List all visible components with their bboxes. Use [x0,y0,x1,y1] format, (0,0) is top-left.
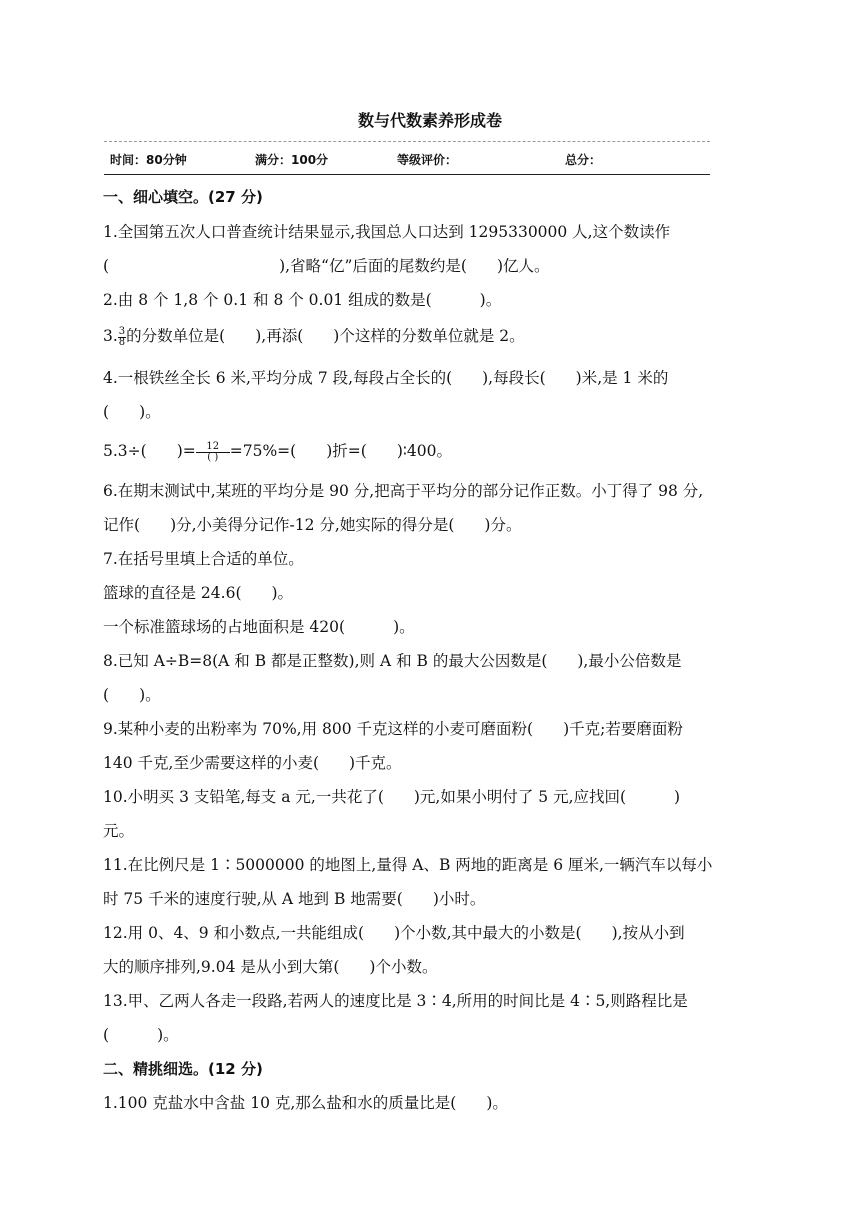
question-13-line-2 [103,1025,179,1045]
question-9-line-1 [103,719,683,739]
page-title: 数与代数素养形成卷 [357,111,502,130]
question-11-line-2 [103,889,485,909]
q7-text: 篮球的直径是 24.6( [103,584,242,602]
question-12-line-2 [103,957,437,977]
q12-text: )个小数。 [369,958,438,976]
q8-text: 8.已知 A÷B=8(A 和 B 都是正整数),则 A 和 B 的最大公因数是( [103,652,548,670]
q1-text: )亿人。 [496,257,550,275]
q10-text: )元,如果小明付了 5 元,应找回( [413,788,627,806]
q4-text: )。 [139,403,161,421]
q8-text: ( [103,686,110,704]
question-4-line-1 [103,368,668,388]
q3-text: )个这样的分数单位就是 2。 [333,327,525,345]
q6-text: 记作( [103,516,141,534]
fraction [118,327,126,348]
question-11-line-1: 11.在比例尺是 1∶5000000 的地图上,量得 A、B 两地的距离是 6 厘米,一辆汽车以每小 [103,856,713,874]
q10-text: 10.小明买 3 支铅笔,每支 a 元,一共花了( [103,788,384,806]
question-7-line-1: 7.在括号里填上合适的单位。 [103,550,304,568]
question-7-line-3 [103,617,415,637]
q10-text: ) [674,788,681,806]
q2-text: )。 [479,291,502,309]
fraction-numerator: 12 [196,442,230,453]
question-1-line-1: 1.全国第五次人口普查统计结果显示,我国总人口达到 1295330000 人,这个数读作 [103,223,671,241]
q5-text: =75%=( [229,442,297,460]
q4-text: ),每段长( [482,369,546,387]
section-2-heading: 二、精挑细选。(12 分) [103,1060,263,1078]
exam-time: 时间：80分钟 [110,153,187,167]
exam-info-bar [110,151,710,171]
q7-text: )。 [393,618,415,636]
question-8-line-2 [103,685,161,705]
s2q1-text: )。 [486,1094,508,1112]
q5-text: )∶400。 [396,442,452,460]
header-solid-divider [104,174,710,175]
fraction-numerator: 3 [118,325,126,337]
q3-text: 的分数单位是( [126,327,226,345]
q12-text: 12.用 0、4、9 和小数点,一共能组成( [103,924,365,942]
question-13-line-1: 13.甲、乙两人各走一段路,若两人的速度比是 3∶4,所用的时间比是 4∶5,则路程比是 [103,992,688,1010]
q1-text: ( [103,257,110,275]
q12-text: ),按从小到 [611,924,685,942]
q12-text: 大的顺序排列,9.04 是从小到大第( [103,958,340,976]
question-10-line-2: 元。 [103,822,135,840]
q12-text: )个小数,其中最大的小数是( [394,924,582,942]
exam-total-label: 总分： [565,153,602,167]
q7-text: 一个标准篮球场的占地面积是 420( [103,618,346,636]
q2-text: 2.由 8 个 1,8 个 0.1 和 8 个 0.01 组成的数是( [103,291,432,309]
q8-text: ),最小公倍数是 [577,652,682,670]
q9-text: )千克。 [349,754,402,772]
q5-text: 5.3÷( [103,442,147,460]
fraction-denominator: 8 [118,336,126,348]
q9-text: )千克;若要磨面粉 [563,720,683,738]
q11-text: 时 75 千米的速度行驶,从 A 地到 B 地需要( [103,890,403,908]
q13-text: ( [103,1026,110,1044]
q8-text: )。 [139,686,161,704]
q11-text: )小时。 [432,890,486,908]
exam-grade-label: 等级评价： [397,153,458,167]
question-9-line-2 [103,753,402,773]
q5-text: )= [176,442,196,460]
q9-text: 9.某种小麦的出粉率为 70%,用 800 千克这样的小麦可磨面粉( [103,720,534,738]
question-8-line-1 [103,651,681,671]
header-dashed-divider [104,141,710,142]
question-2 [103,290,501,310]
question-7-line-2 [103,583,293,603]
q3-text: ),再添( [255,327,304,345]
fraction [196,442,230,463]
exam-full-score: 满分：100分 [255,153,329,167]
q13-text: )。 [157,1026,179,1044]
s2q1-text: 1.100 克盐水中含盐 10 克,那么盐和水的质量比是( [103,1094,457,1112]
q4-text: ( [103,403,110,421]
question-6-line-1: 6.在期末测试中,某班的平均分是 90 分,把高于平均分的部分记作正数。小丁得了 98 分, [103,482,704,500]
fraction-denominator: ( ) [207,451,219,463]
q1-text: ),省略“亿”后面的尾数约是( [279,257,467,275]
section-1-heading: 一、细心填空。(27 分) [103,188,263,206]
q5-text: )折=( [326,442,367,460]
question-12-line-1 [103,923,685,943]
q7-text: )。 [271,584,294,602]
q4-text: 4.一根铁丝全长 6 米,平均分成 7 段,每段占全长的( [103,369,453,387]
q6-text: )分。 [484,516,522,534]
q9-text: 140 千克,至少需要这样的小麦( [103,754,319,772]
question-3 [103,326,525,348]
section-2-question-1 [103,1093,508,1113]
q6-text: )分,小美得分记作-12 分,她实际的得分是( [170,516,455,534]
question-6-line-2 [103,515,521,535]
question-5 [103,441,452,463]
question-4-line-2 [103,402,161,422]
question-1-line-2 [103,256,550,276]
q4-text: )米,是 1 米的 [575,369,669,387]
q3-text: 3. [103,327,118,345]
question-10-line-1 [103,787,680,807]
